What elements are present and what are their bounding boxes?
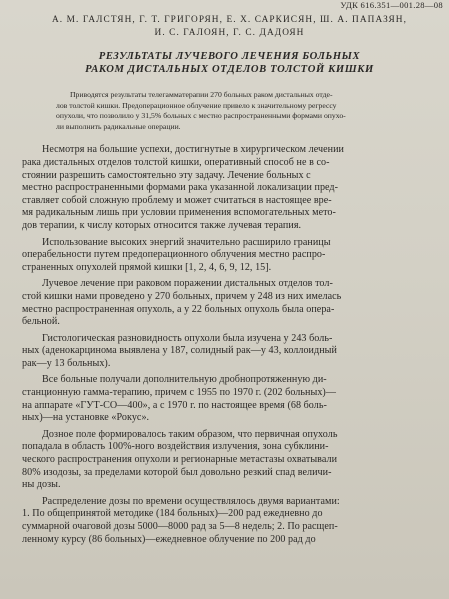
paragraph-line: ных)—на установке «Рокус». [22, 412, 150, 424]
paragraph-line: Лучевое лечение при раковом поражении дистальных отделов тол- [42, 278, 333, 290]
paragraph-line: ставляет собой сложную проблему и может считаться в настоящее вре- [22, 194, 332, 206]
paragraph-line: Распределение дозы по времени осуществлялось двумя вариантами: [42, 495, 340, 507]
paragraph-line: местно распространенная опухоль, а у 22 больных опухоль была опера- [22, 303, 335, 315]
paragraph-line: мя радикальным лишь при условии применения вспомогательных мето- [22, 207, 336, 219]
paragraph-line: стоянии разрешить самостоятельно эту задачу. Лечение больных с [22, 169, 311, 181]
paragraph [22, 144, 437, 232]
paragraph-line: Все больные получали дополнительную дробнопротяженную ди- [42, 374, 327, 386]
paragraph-line: стой кишки нами проведено у 270 больных, причем у 248 из них имелась [22, 290, 342, 302]
paragraph-line: операбельности путем предоперационного облучения местно распро- [22, 249, 326, 261]
abstract-line: ли выполнить радикальные операции. [56, 121, 181, 131]
paragraph-line: Использование высоких энергий значительно расширило границы [42, 236, 331, 248]
paragraph [22, 429, 437, 492]
paragraph-line: рак—у 13 больных). [22, 357, 111, 369]
paragraph-line: Гистологическая разновидность опухоли была изучена у 243 боль- [42, 332, 333, 344]
paragraph-line: ных (аденокарцинома выявлена у 187, солидный рак—у 43, коллоидный [22, 345, 337, 357]
paragraph [22, 374, 437, 424]
title-line: РАКОМ ДИСТАЛЬНЫХ ОТДЕЛОВ ТОЛСТОЙ КИШКИ [85, 63, 374, 75]
paragraph-line: станционную гамма-терапию, причем с 1955 по 1970 г. (202 больных)— [22, 387, 336, 399]
paragraph [22, 333, 437, 371]
paragraph-line: на аппарате «ГУТ-СО—400», а с 1970 г. по настоящее время (68 боль- [22, 399, 327, 411]
authors-line: И. С. ГАЛОЯН, Г. С. ДАДОЯН [154, 27, 305, 38]
paragraph [22, 278, 437, 328]
abstract-line: Приводятся результаты телегаммaтерапии 270 больных раком дистальных отде- [70, 90, 333, 99]
paragraph-line: страненных опухолей прямой кишки [1, 2, 4, 6, 9, 12, 15]. [22, 261, 272, 273]
paragraph [22, 237, 437, 275]
paragraph-line: ны дозы. [22, 479, 61, 491]
paragraph-line: ческого распространения опухоли и регионарные метастазы охватывали [22, 454, 338, 466]
authors-block [22, 14, 437, 39]
udk-code: УДК 616.351—001.28—08 [340, 0, 443, 10]
article-title [22, 51, 437, 76]
abstract [56, 90, 427, 132]
authors-line: А. М. ГАЛСТЯН, Г. Т. ГРИГОРЯН, Е. Х. САРКИСЯН, Ш. А. ПАПАЗЯН, [51, 15, 408, 25]
title-line: РЕЗУЛЬТАТЫ ЛУЧЕВОГО ЛЕЧЕНИЯ БОЛЬНЫХ [98, 51, 361, 62]
paragraph-line: бельной. [22, 316, 60, 328]
abstract-line: опухоли, что позволило у 31,5% больных с местно распространенными формами опухо- [56, 111, 346, 121]
paragraph-line: попадала в область 100%-ного воздействия излучения, зона субклини- [22, 441, 329, 453]
paragraph-line: суммарной очаговой дозы 5000—8000 рад за 5—8 недель; 2. По расщеп- [22, 521, 338, 532]
paragraph [22, 496, 437, 546]
paragraph-line: Дозное поле формировалось таким образом, что первичная опухоль [42, 428, 338, 440]
article-body [22, 144, 437, 546]
paragraph-line: дов терапии, к числу которых относится также лучевая терапия. [22, 219, 302, 231]
paragraph-line: рака дистальных отделов толстой кишки, оперативный способ не в со- [22, 156, 330, 168]
paragraph-line: ленному курсу (86 больных)—ежедневное облучение по 200 рад до [22, 533, 316, 545]
paragraph-line: местно распространенными формами рака указанной локализации пред- [22, 182, 339, 194]
paragraph-line: 80% изодозы, за пределами которой был довольно резкий спад величи- [22, 466, 332, 478]
paragraph-line: 1. По общепринятой методике (184 больных)—200 рад ежедневно до [22, 508, 323, 520]
abstract-line: лов толстой кишки. Предоперационное облучение привело к значительному регрессу [56, 100, 337, 110]
paragraph-line: Несмотря на большие успехи, достигнутые в хирургическом лечении [42, 144, 345, 156]
